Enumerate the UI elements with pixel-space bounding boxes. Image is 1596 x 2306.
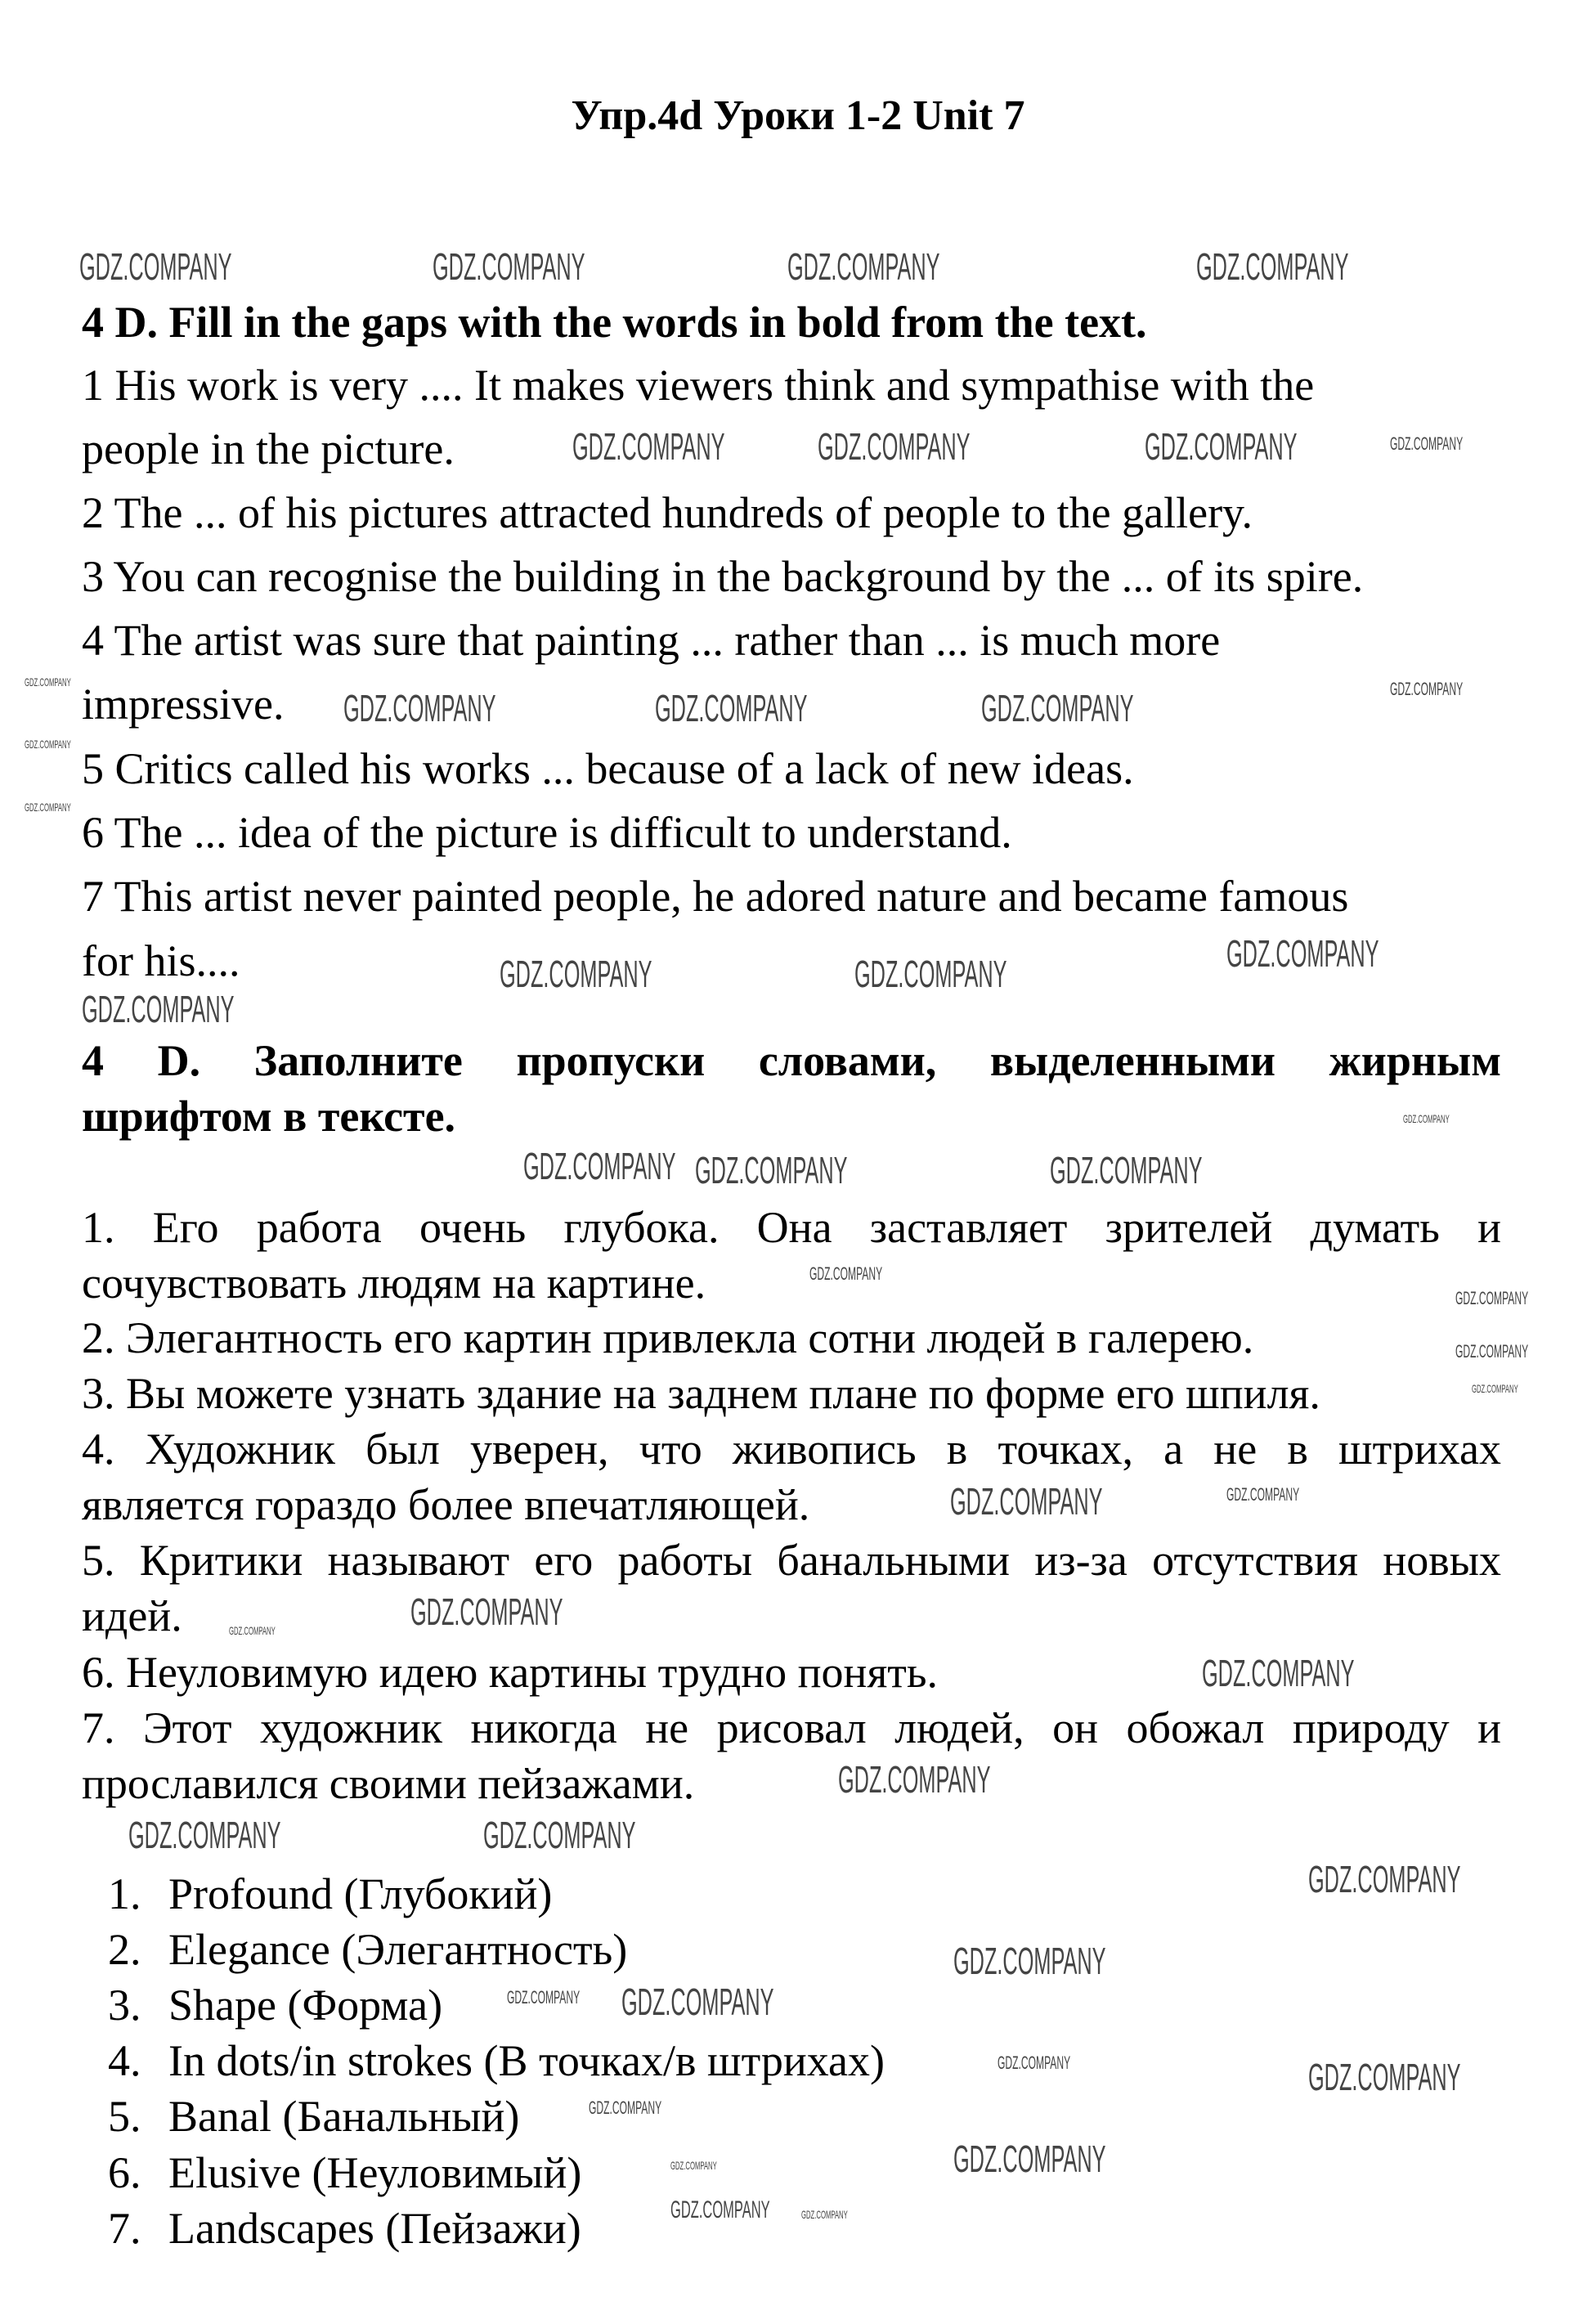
answer-text: Landscapes (Пейзажи) (168, 2204, 581, 2253)
english-line: 4 The artist was sure that painting ... rather than ... is much more (82, 616, 1221, 665)
english-line: 3 You can recognise the building in the background by the ... of its spire. (82, 552, 1364, 601)
english-line: for his.... (82, 936, 240, 985)
page-title: Упр.4d Уроки 1-2 Unit 7 (571, 92, 1025, 139)
watermark: GDZ.COMPANY (670, 2159, 717, 2172)
answer-text: In dots/in strokes (В точках/в штрихах) (168, 2036, 885, 2085)
watermark: GDZ.COMPANY (25, 675, 71, 689)
watermark: GDZ.COMPANY (1455, 1288, 1529, 1308)
watermark: GDZ.COMPANY (1308, 1858, 1461, 1900)
answer-number: 7. (108, 2204, 141, 2253)
watermark: GDZ.COMPANY (1403, 1112, 1450, 1125)
watermark: GDZ.COMPANY (998, 2053, 1071, 2073)
russian-line: 4. Художник был уверен, что живопись в точках, а не в штрихах (82, 1424, 1501, 1474)
watermark: GDZ.COMPANY (1226, 932, 1379, 975)
answer-text: Elusive (Неуловимый) (168, 2148, 582, 2197)
watermark: GDZ.COMPANY (670, 2196, 770, 2223)
english-line: 1 His work is very .... It makes viewers think and sympathise with the (82, 361, 1315, 410)
answer-number: 3. (108, 1981, 141, 2030)
watermark: GDZ.COMPANY (801, 2208, 848, 2221)
russian-line: сочувствовать людям на картине. (82, 1258, 706, 1308)
watermark: GDZ.COMPANY (981, 687, 1134, 729)
answer-item (108, 2147, 581, 2198)
watermark: GDZ.COMPANY (809, 1263, 883, 1284)
russian-line: прославился своими пейзажами. (82, 1759, 695, 1808)
watermark: GDZ.COMPANY (1455, 1341, 1529, 1362)
english-line: 5 Critics called his works ... because of a lack of new ideas. (82, 744, 1134, 793)
russian-line: 6. Неуловимую идею картины трудно понять. (82, 1648, 939, 1697)
russian-line: 5. Критики называют его работы банальными из-за отсутствия новых (82, 1536, 1501, 1585)
answer-number: 5. (108, 2092, 141, 2141)
watermark: GDZ.COMPANY (507, 1987, 581, 2008)
english-line: 7 This artist never painted people, he adored nature and became famous (82, 872, 1349, 921)
answer-text: Profound (Глубокий) (168, 1869, 553, 1918)
watermark: GDZ.COMPANY (128, 1814, 281, 1856)
watermark: GDZ.COMPANY (621, 1981, 774, 2023)
watermark: GDZ.COMPANY (229, 1624, 276, 1637)
russian-line: 7. Этот художник никогда не рисовал людей, он обожал природу и (82, 1703, 1501, 1752)
watermark: GDZ.COMPANY (854, 953, 1007, 995)
english-line: impressive. (82, 680, 285, 729)
watermark: GDZ.COMPANY (1390, 679, 1464, 699)
answer-number: 4. (108, 2036, 141, 2085)
watermark: GDZ.COMPANY (1196, 245, 1349, 288)
watermark: GDZ.COMPANY (500, 953, 652, 995)
watermark: GDZ.COMPANY (433, 245, 585, 288)
watermark: GDZ.COMPANY (655, 687, 808, 729)
watermark: GDZ.COMPANY (787, 245, 940, 288)
russian-heading: шрифтом в тексте. (82, 1092, 456, 1141)
russian-line: 2. Элегантность его картин привлекла сотни людей в галерею. (82, 1313, 1254, 1362)
watermark: GDZ.COMPANY (589, 2097, 662, 2118)
watermark: GDZ.COMPANY (79, 245, 232, 288)
watermark: GDZ.COMPANY (1390, 433, 1464, 454)
watermark: GDZ.COMPANY (410, 1590, 563, 1633)
answer-item (108, 1924, 627, 1975)
watermark: GDZ.COMPANY (1202, 1652, 1355, 1694)
watermark: GDZ.COMPANY (953, 2138, 1106, 2180)
watermark: GDZ.COMPANY (483, 1814, 636, 1856)
watermark: GDZ.COMPANY (953, 1940, 1106, 1982)
english-line: people in the picture. (82, 424, 455, 473)
watermark: GDZ.COMPANY (1050, 1149, 1203, 1191)
english-line: 2 The ... of his pictures attracted hundreds of people to the gallery. (82, 488, 1253, 537)
watermark: GDZ.COMPANY (1226, 1484, 1300, 1505)
watermark: GDZ.COMPANY (572, 425, 725, 468)
answer-text: Banal (Банальный) (168, 2092, 520, 2141)
english-line: 6 The ... idea of the picture is difficult to understand. (82, 808, 1012, 857)
russian-line: 3. Вы можете узнать здание на заднем плане по форме его шпиля. (82, 1369, 1320, 1418)
watermark: GDZ.COMPANY (950, 1480, 1103, 1523)
russian-heading: 4 D. Заполните пропуски словами, выделенными жирным (82, 1036, 1501, 1085)
watermark: GDZ.COMPANY (82, 988, 235, 1030)
answer-text: Elegance (Элегантность) (168, 1925, 628, 1974)
answer-item (108, 2035, 885, 2086)
answer-number: 6. (108, 2148, 141, 2197)
watermark: GDZ.COMPANY (25, 801, 71, 814)
watermark: GDZ.COMPANY (25, 738, 71, 751)
watermark: GDZ.COMPANY (343, 687, 496, 729)
answer-text: Shape (Форма) (168, 1981, 443, 2030)
answer-number: 2. (108, 1925, 141, 1974)
answer-number: 1. (108, 1869, 141, 1918)
answer-item (108, 1980, 442, 2030)
russian-line: идей. (82, 1591, 182, 1640)
watermark: GDZ.COMPANY (1308, 2056, 1461, 2098)
answer-item (108, 1869, 552, 1919)
watermark: GDZ.COMPANY (523, 1145, 676, 1187)
russian-line: 1. Его работа очень глубока. Она заставляет зрителей думать и (82, 1203, 1501, 1252)
english-heading: 4 D. Fill in the gaps with the words in bold from the text. (82, 298, 1147, 347)
watermark: GDZ.COMPANY (838, 1758, 991, 1801)
watermark: GDZ.COMPANY (818, 425, 971, 468)
answer-item (108, 2203, 581, 2254)
russian-line: является гораздо более впечатляющей. (82, 1480, 810, 1529)
watermark: GDZ.COMPANY (1472, 1382, 1518, 1395)
watermark: GDZ.COMPANY (695, 1149, 848, 1191)
watermark: GDZ.COMPANY (1145, 425, 1298, 468)
answer-item (108, 2091, 519, 2142)
